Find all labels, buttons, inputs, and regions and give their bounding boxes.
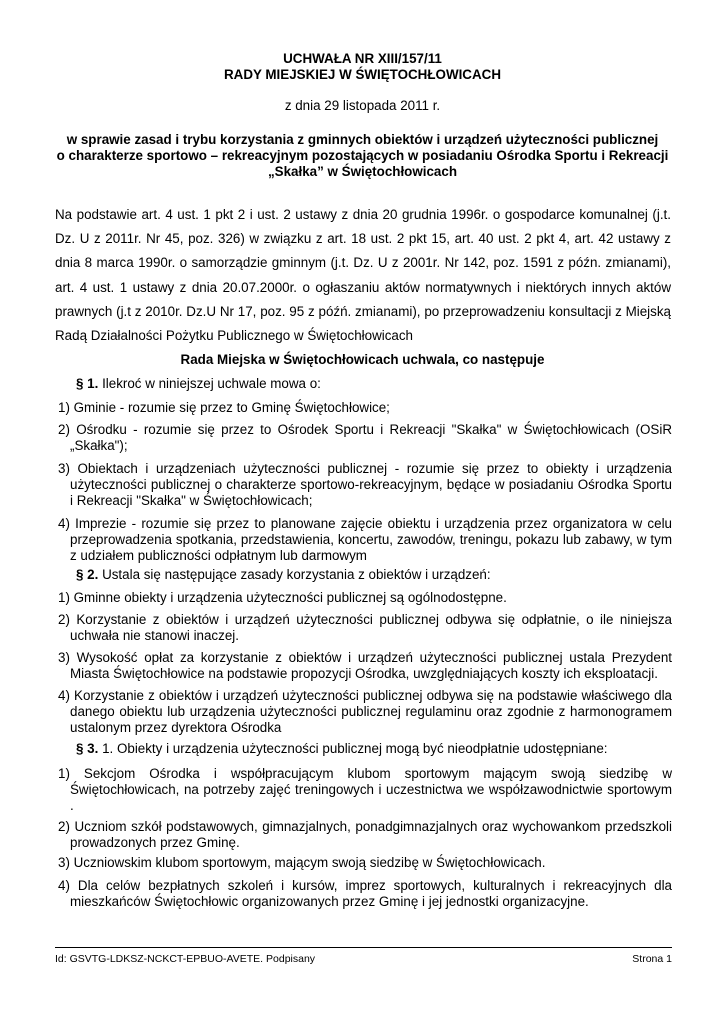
section-3-intro [76,741,676,757]
section-2-intro [76,567,676,583]
resolution-title [0,51,725,83]
resolution-subject [40,132,685,180]
section-text: 1. Obiekty i urządzenia użyteczności publicznej mogą być nieodpłatnie udostępniane: [98,741,608,756]
page-number: Strona 1 [632,953,672,965]
list-item: 1) Gminie - rozumie się przez to Gminę Świętochłowice; [58,400,390,415]
title-council: RADY MIEJSKIEJ W ŚWIĘTOCHŁOWICACH [223,67,501,82]
document-id: Id: GSVTG-LDKSZ-NCKCT-EPBUO-AVETE. Podpisany [55,953,316,965]
list-item: 3) Wysokość opłat za korzystanie z obiektów i urządzeń użyteczności publicznej ustala Prezydent Miasta Świętochłowice na podstawie propozycji Ośrodka, uwzględniających koszty ich eksploatacji. [58,650,672,681]
subject-line: o charakterze sportowo – rekreacyjnym pozostających w posiadaniu Ośrodka Sportu i Rekreacji [56,148,669,163]
subject-line: w sprawie zasad i trybu korzystania z gminnych obiektów i urządzeń użyteczności publicznej [66,132,659,147]
section-mark: § 1. [76,376,99,391]
resolution-date: z dnia 29 listopada 2011 r. [284,98,441,113]
list-item: 1) Gminne obiekty i urządzenia użyteczności publicznej są ogólnodostępne. [58,590,507,605]
section-text: Ustala się następujące zasady korzystania z obiektów i urządzeń: [98,567,491,582]
list-item: 3) Uczniowskim klubom sportowym, mającym swoją siedzibę w Świętochłowicach. [58,855,546,870]
section-1-intro [76,376,676,392]
list-item: 2) Uczniom szkół podstawowych, gimnazjalnych, ponadgimnazjalnych oraz wychowankom przedszkoli prowadzonych przez Gminę. [58,819,672,850]
legal-basis-preamble: Na podstawie art. 4 ust. 1 pkt 2 i ust. 2 ustawy z dnia 20 grudnia 1996r. o gospodarce komunalnej (j.t. Dz. U z 2011r. Nr 45, poz. 326) w związku z art. 18 ust. 2 pkt 15, art. 40 ust. 2 pkt 4, art. 42 ustawy z dnia 8 marca 1990r. o samorządzie gminnym (j.t. Dz. U z 2001r. Nr 142, poz. 1591 z późn. zmianami), art. 4 ust. 1 ustawy z dnia 20.07.2000r. o ogłaszaniu aktów normatywnych i niektórych innych aktów prawnych (j.t z 2010r. Dz.U Nr 17, poz. 95 z późń. zmianami), po przeprowadzeniu konsultacji z Miejską Radą Działalności Pożytku Publicznego w Świętochłowicach [55,207,671,344]
list-item: 4) Korzystanie z obiektów i urządzeń użyteczności publicznej odbywa się na podstawie właściwego dla danego obiektu lub urządzenia użyteczności publicznej regulaminu oraz zgodnie z harmonogramem ustalonym przez dyrektora Ośrodka [58,688,672,735]
council-resolves-heading: Rada Miejska w Świętochłowicach uchwala, co następuje [180,352,545,367]
list-item: 2) Korzystanie z obiektów i urządzeń użyteczności publicznej odbywa się odpłatnie, o ile niniejsza uchwała nie stanowi inaczej. [58,612,672,643]
list-item: 1) Sekcjom Ośrodka i współpracującym klubom sportowym mającym swoją siedzibę w Świętochłowicach, na potrzeby zajęć treningowych i uczestnictwa we współzawodnictwie sportowym . [58,766,672,813]
title-number: UCHWAŁA NR XIII/157/11 [283,51,442,66]
footer-divider [55,947,672,948]
list-item: 4) Imprezie - rozumie się przez to planowane zajęcie obiektu i urządzenia przez organizatora w celu przeprowadzenia spotkania, przedstawienia, koncertu, zawodów, treningu, pokazu lub zabawy, w tym z udziałem publiczności odpłatnym lub darmowym [58,516,672,563]
section-text: Ilekroć w niniejszej uchwale mowa o: [98,376,321,391]
list-item: 4) Dla celów bezpłatnych szkoleń i kursów, imprez sportowych, kulturalnych i rekreacyjnych dla mieszkańców Świętochłowic organizowanych przez Gminę i jej jednostki organizacyjne. [58,878,672,909]
section-mark: § 3. [76,741,99,756]
list-item: 2) Ośrodku - rozumie się przez to Ośrodek Sportu i Rekreacji "Skałka" w Świętochłowicach (OSiR „Skałka"); [58,422,672,453]
subject-line: „Skałka” w Świętochłowicach [267,164,458,179]
section-mark: § 2. [76,567,99,582]
list-item: 3) Obiektach i urządzeniach użyteczności publicznej - rozumie się przez to obiekty i urządzenia użyteczności publicznej o charakterze sportowo-rekreacyjnym, będące w posiadaniu Ośrodka Sportu i Rekreacji "Skałka" w Świętochłowicach; [58,461,672,508]
